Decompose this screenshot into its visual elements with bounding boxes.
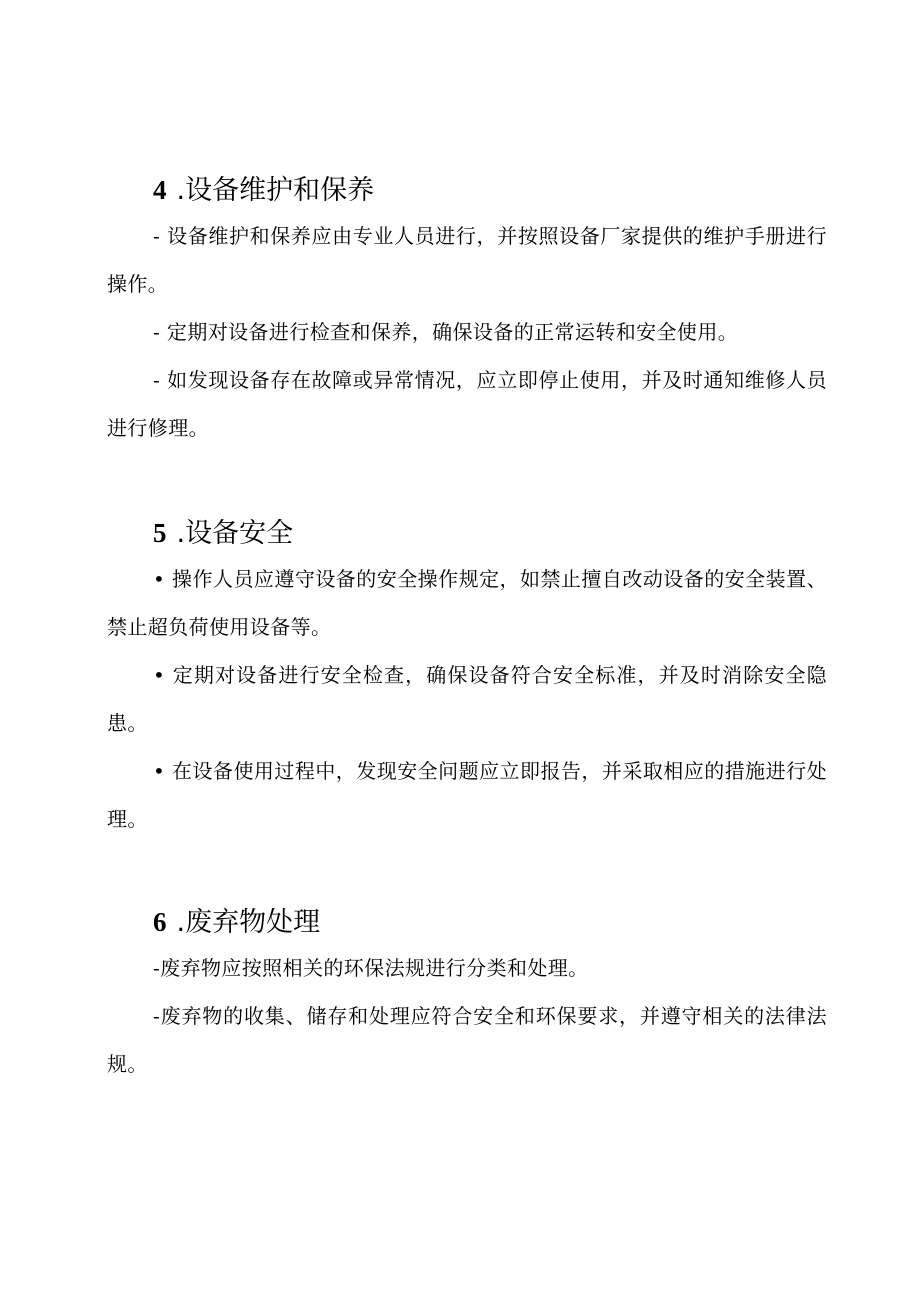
list-marker: - xyxy=(153,368,168,392)
list-item xyxy=(107,308,827,356)
list-marker: - xyxy=(153,320,167,344)
list-item-text: 设备维护和保养应由专业人员进行，并按照设备厂家提供的维护手册进行操作。 xyxy=(107,224,827,296)
list-item-text: 废弃物应按照相关的环保法规进行分类和处理。 xyxy=(160,956,589,980)
list-marker: • xyxy=(153,759,173,783)
list-item-text: 定期对设备进行检查和保养，确保设备的正常运转和安全使用。 xyxy=(166,320,739,344)
list-marker: - xyxy=(153,956,161,980)
list-item xyxy=(107,356,827,452)
section-number: 6 xyxy=(153,907,167,937)
section-waste-disposal xyxy=(107,902,827,1088)
list-marker: - xyxy=(153,1004,161,1028)
list-item xyxy=(107,747,827,843)
list-marker: • xyxy=(153,663,173,687)
list-item xyxy=(107,651,827,747)
section-equipment-safety xyxy=(107,513,827,843)
list-item xyxy=(107,944,827,992)
list-marker: • xyxy=(153,567,173,591)
list-item xyxy=(107,212,827,308)
section-number: 4 xyxy=(153,175,167,205)
section-title: .废弃物处理 xyxy=(176,907,321,938)
list-item-text: 在设备使用过程中，发现安全问题应立即报告，并采取相应的措施进行处理。 xyxy=(107,759,827,831)
list-item xyxy=(107,992,827,1088)
section-heading xyxy=(107,902,827,942)
section-heading xyxy=(107,513,827,553)
section-number: 5 xyxy=(153,518,167,548)
list-item xyxy=(107,555,827,651)
section-heading xyxy=(107,170,827,210)
list-marker: - xyxy=(153,224,168,248)
section-title: .设备维护和保养 xyxy=(176,175,375,206)
list-item-text: 定期对设备进行安全检查，确保设备符合安全标准，并及时消除安全隐患。 xyxy=(107,663,827,735)
section-title: .设备安全 xyxy=(176,518,294,549)
list-item-text: 操作人员应遵守设备的安全操作规定，如禁止擅自改动设备的安全装置、禁止超负荷使用设备等。 xyxy=(107,567,827,639)
list-item-text: 废弃物的收集、储存和处理应符合安全和环保要求，并遵守相关的法律法规。 xyxy=(107,1004,827,1076)
list-item-text: 如发现设备存在故障或异常情况，应立即停止使用，并及时通知维修人员进行修理。 xyxy=(107,368,827,440)
section-equipment-maintenance xyxy=(107,170,827,452)
